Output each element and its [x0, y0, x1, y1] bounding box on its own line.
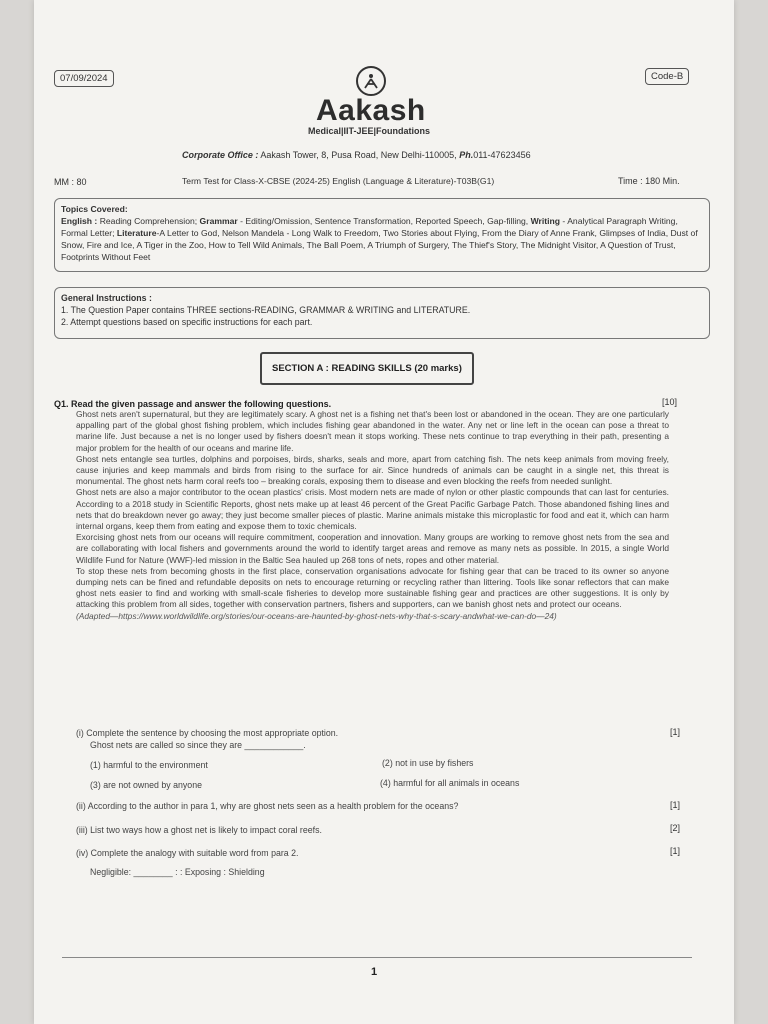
- subq-iii-marks: [2]: [670, 823, 681, 833]
- passage-paragraph: Ghost nets are also a major contributor to the ocean plastics' crisis. Most modern nets are made of nylon or other plastic compounds that can last for centuries. According to a 2018 study in Scientific Reports, ghost nets make up at least 46 percent of the Great Pacific Garbage Patch. Those abandoned fishing lines and nets that do breakdown never go away; they just become smaller pieces of plastic. Marine animals mistake this microplastic for food and eat it, which can harm internal organs, keep them from eating and expose them to toxic chemicals.: [76, 487, 669, 532]
- english-label: English :: [61, 216, 98, 226]
- topics-heading: Topics Covered:: [61, 204, 128, 214]
- passage-paragraph: Ghost nets aren't supernatural, but they are legitimately scary. A ghost net is a fishing net that's been lost or abandoned in the ocean. They are one particularly appalling part of the global ghost fishing problem, which includes fishing gear abandoned in the water. Any net or line left in the ocean can pose a threat to marine life. Just because a net is no longer used by fishers doesn't mean it stops working. These nets continue to trap everything in their path, presenting a major problem for the health of our oceans and marine life.: [76, 409, 669, 453]
- subq-iii: (iii) List two ways how a ghost net is likely to impact coral reefs.: [76, 825, 322, 835]
- instruction-item: 1. The Question Paper contains THREE sections-READING, GRAMMAR & WRITING and LITERATURE.: [61, 305, 471, 315]
- subq-iv: (iv) Complete the analogy with suitable word from para 2.: [76, 848, 299, 858]
- subq-ii: (ii) According to the author in para 1, why are ghost nets seen as a health problem for the oceans?: [76, 801, 459, 811]
- option-4: (4) harmful for all animals in oceans: [380, 778, 520, 788]
- office-address: Aakash Tower, 8, Pusa Road, New Delhi-110005,: [260, 150, 457, 160]
- reading-passage: [76, 409, 669, 622]
- code-box: [645, 68, 689, 85]
- max-marks: MM : 80: [54, 177, 87, 187]
- topics-covered-box: [54, 198, 710, 272]
- passage-source: (Adapted—https://www.worldwildlife.org/stories/our-oceans-are-haunted-by-ghost-nets-why-that-s-scary-andwhat-we-can-do—24): [76, 610, 557, 621]
- passage-paragraph: Ghost nets entangle sea turtles, dolphins and porpoises, birds, sharks, seals and more, apart from catching fish. The nets keep animals from moving freely, cause injuries and keep mammals and birds from rising to the surface for air. Since hundreds of animals can be caught in a single net, this threat is monumental. The ghost nets harm coral reefs too – breaking corals, exposing them to disease and even blocking the reefs from needed sunlight.: [76, 453, 669, 487]
- date-box: [54, 70, 114, 87]
- literature-topics: -A Letter to God, Nelson Mandela - Long Walk to Freedom, Two Stories about Flying, From the Diary of Anne Frank, Glimpses of India, Dust of Snow, Fire and Ice, A Tiger in the Zoo, How to Tell Wild Animals, The Ball Poem, A Triumph of Surgery, The Thief's Story, The Midnight Visitor, A Question of Trust, Footprints Without Feet: [61, 228, 698, 262]
- writing-topics: - Analytical Paragraph Writing, Formal Letter;: [61, 216, 678, 238]
- exam-date: 07/09/2024: [60, 73, 108, 84]
- grammar-topics: - Editing/Omission, Sentence Transformation, Reported Speech, Gap-filling,: [240, 216, 529, 226]
- passage-paragraph: To stop these nets from becoming ghosts in the first place, conservation organisations advocate for fishing gear that can be traced to its owner so anyone dumping nets can be fined and refundable deposits on nets to encourage returning or recycling rather than littering. Tools like sonar reflectors that can make ghost nets easier to find and working with small-scale fisheries to develop more sustainable fishing gear and practices are other suggestions. It is only by attacking this problem from all sides, together with conservation partners, fishers and supporters, can we banish ghost nets and protect our oceans.: [76, 565, 669, 610]
- section-a-heading: SECTION A : READING SKILLS (20 marks): [260, 352, 474, 385]
- q1-label: Q1.: [54, 399, 69, 409]
- subq-i-marks: [1]: [670, 727, 681, 737]
- instruction-item: 2. Attempt questions based on specific instructions for each part.: [61, 317, 313, 327]
- instructions-heading: General Instructions :: [61, 293, 152, 303]
- brand-tagline: Medical|IIT-JEE|Foundations: [308, 126, 431, 136]
- page-number: 1: [371, 966, 378, 978]
- corporate-office-line: [182, 150, 531, 160]
- brand-name: Aakash: [316, 94, 426, 127]
- passage-paragraph: Exorcising ghost nets from our oceans will require commitment, cooperation and innovation. Many groups are working to remove ghost nets from the sea and are collaborating with local fishers and governments around the world to identify target areas and remove as many nets as possible. In 2015, a single World Wildlife Fund for Nature (WWF)-led mission in the Baltic Sea hauled up 268 tons of nets, ropes and other material.: [76, 532, 669, 565]
- paper-code: Code-B: [651, 71, 684, 82]
- office-label: Corporate Office :: [182, 150, 259, 160]
- option-2: (2) not in use by fishers: [382, 758, 474, 768]
- writing-label: Writing: [530, 216, 561, 226]
- general-instructions-box: [54, 287, 710, 339]
- exam-page: [34, 0, 734, 1024]
- option-3: (3) are not owned by anyone: [90, 780, 202, 790]
- time-allowed: Time : 180 Min.: [618, 176, 680, 186]
- phone-label: Ph.: [459, 150, 474, 160]
- grammar-label: Grammar: [199, 216, 238, 226]
- topics-text: [61, 215, 703, 263]
- literature-label: Literature: [116, 228, 157, 238]
- q1-heading: [54, 399, 331, 409]
- subq-ii-marks: [1]: [670, 800, 681, 810]
- subq-i: (i) Complete the sentence by choosing the most appropriate option.: [76, 728, 339, 738]
- phone-number: 011-47623456: [473, 150, 531, 160]
- q1-marks: [10]: [662, 397, 678, 407]
- reading-comprehension: Reading Comprehension;: [99, 216, 198, 226]
- subq-iv-marks: [1]: [670, 846, 681, 856]
- subq-iv-stem: Negligible: ________ : : Exposing : Shielding: [90, 867, 265, 877]
- footer-divider: [62, 957, 692, 958]
- aakash-logo-icon: [356, 66, 386, 96]
- test-title: Term Test for Class-X-CBSE (2024-25) English (Language & Literature)-T03B(G1): [182, 176, 495, 186]
- q1-prompt: Read the given passage and answer the following questions.: [71, 399, 332, 409]
- subq-i-stem: Ghost nets are called so since they are ____________.: [90, 740, 306, 750]
- option-1: (1) harmful to the environment: [90, 760, 208, 770]
